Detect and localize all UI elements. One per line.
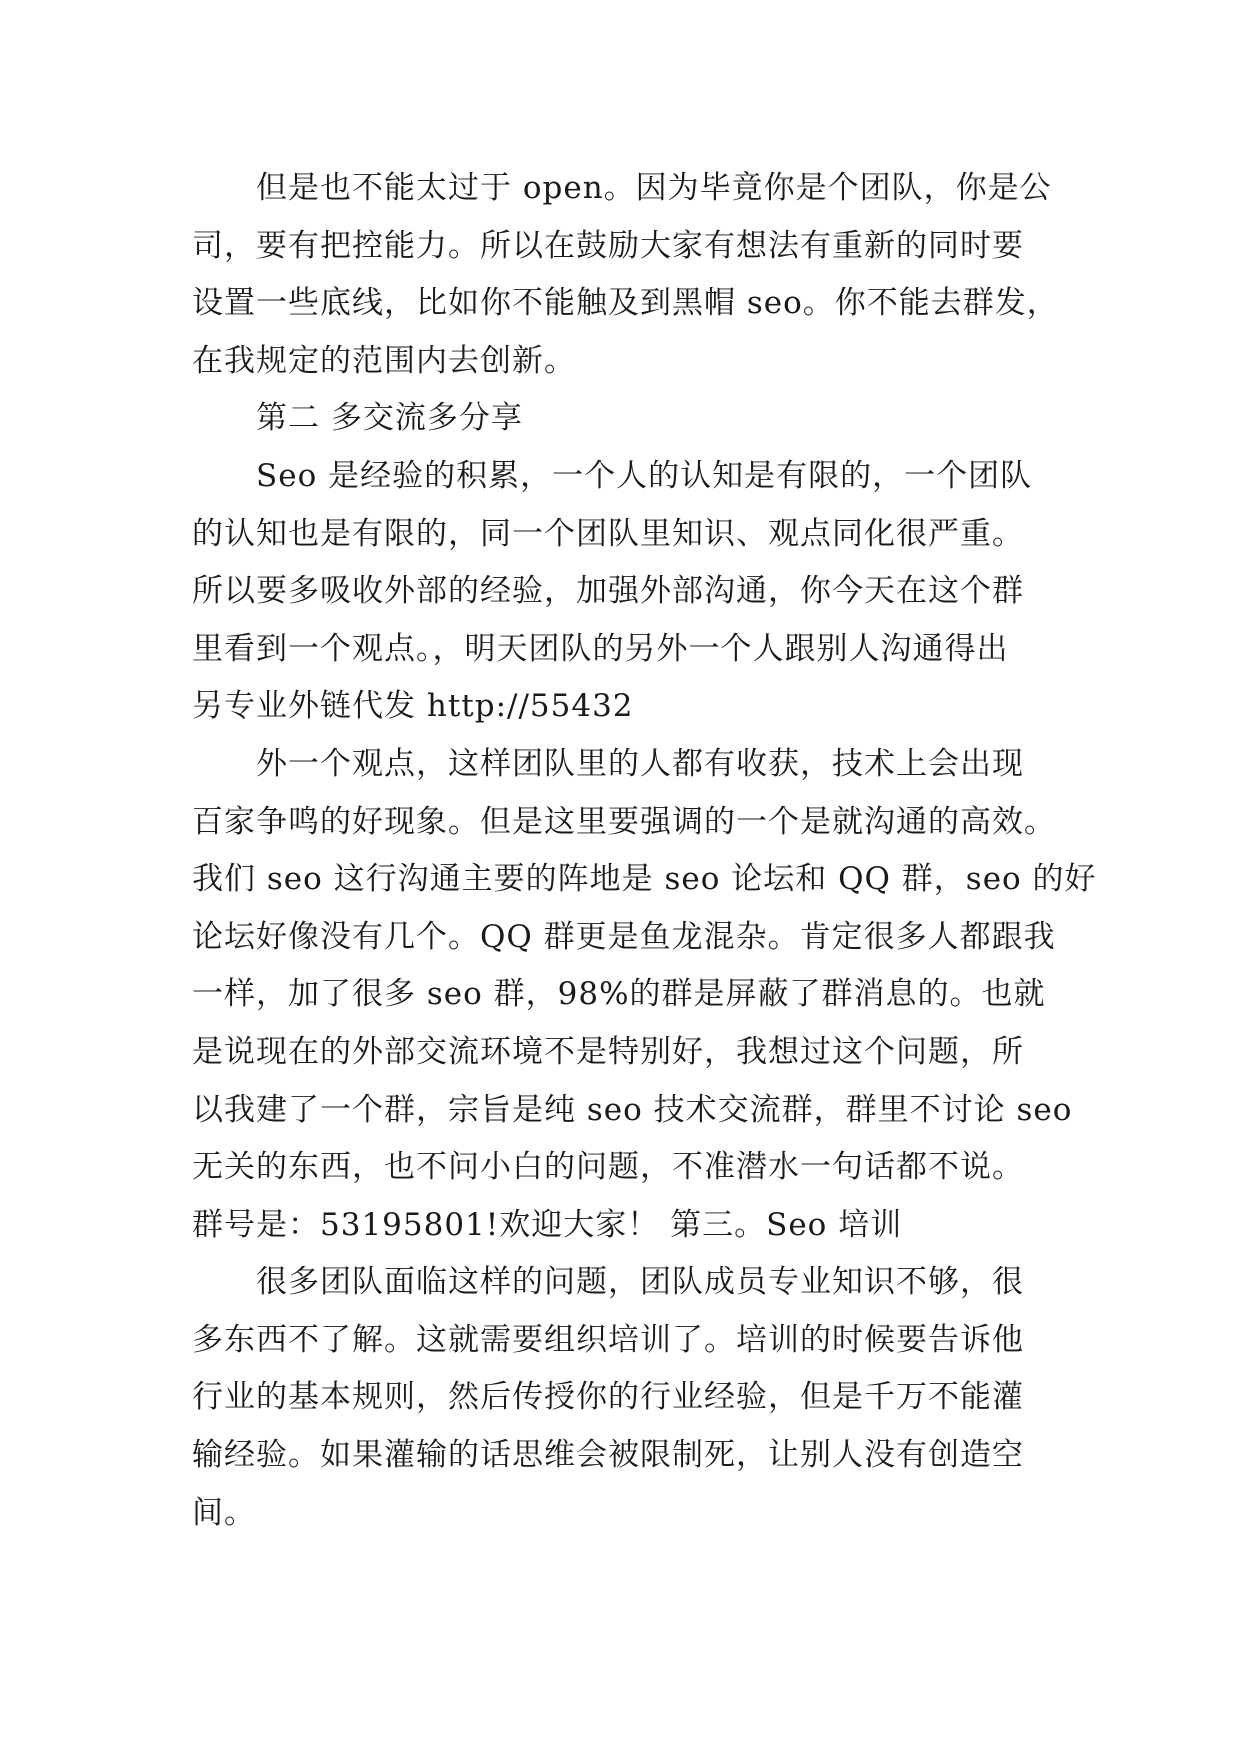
text-line: 无关的东西，也不问小白的问题，不准潜水一句话都不说。 bbox=[192, 1149, 1024, 1186]
text-line: 多东西不了解。这就需要组织培训了。培训的时候要告诉他 bbox=[192, 1321, 1024, 1358]
text-line: 设置一些底线，比如你不能触及到黑帽 seo。你不能去群发， bbox=[192, 285, 1059, 322]
text-line: 的认知也是有限的，同一个团队里知识、观点同化很严重。 bbox=[192, 515, 1024, 552]
text-line: 里看到一个观点。，明天团队的另外一个人跟别人沟通得出 bbox=[192, 630, 1009, 667]
text-line: 司，要有把控能力。所以在鼓励大家有想法有重新的同时要 bbox=[192, 227, 1024, 264]
paragraph-communication bbox=[192, 736, 1097, 1254]
text-line: 但是也不能太过于 open。因为毕竟你是个团队，你是公 bbox=[256, 170, 1052, 206]
text-line: 是说现在的外部交流环境不是特别好，我想过这个问题，所 bbox=[192, 1033, 1024, 1070]
text-line: 间。 bbox=[192, 1494, 256, 1531]
text-line: 行业的基本规则，然后传授你的行业经验，但是千万不能灌 bbox=[192, 1379, 1024, 1416]
text-line: Seo 是经验的积累，一个人的认知是有限的，一个团队 bbox=[256, 457, 1033, 494]
text-line: 论坛好像没有几个。QQ 群更是鱼龙混杂。肯定很多人都跟我 bbox=[192, 918, 1056, 955]
text-line: 百家争鸣的好现象。但是这里要强调的一个是就沟通的高效。 bbox=[192, 803, 1056, 840]
text-line: 所以要多吸收外部的经验，加强外部沟通，你今天在这个群 bbox=[192, 573, 1024, 610]
heading-line: 第二 多交流多分享 bbox=[256, 400, 523, 437]
text-line: 在我规定的范围内去创新。 bbox=[192, 342, 576, 379]
text-line: 输经验。如果灌输的话思维会被限制死，让别人没有创造空 bbox=[192, 1437, 1024, 1474]
text-line: 很多团队面临这样的问题，团队成员专业知识不够，很 bbox=[256, 1264, 1024, 1301]
text-line: 我们 seo 这行沟通主要的阵地是 seo 论坛和 QQ 群，seo 的好 bbox=[192, 861, 1097, 898]
text-line: 另专业外链代发 http://55432 bbox=[192, 688, 634, 725]
section-heading-second bbox=[192, 390, 1052, 448]
paragraph-open-limits bbox=[192, 160, 1059, 390]
text-line: 一样，加了很多 seo 群，98%的群是屏蔽了群消息的。也就 bbox=[192, 976, 1046, 1013]
paragraph-training bbox=[192, 1254, 1052, 1542]
text-line: 以我建了一个群，宗旨是纯 seo 技术交流群，群里不讨论 seo bbox=[192, 1091, 1073, 1128]
paragraph-experience bbox=[192, 448, 1052, 736]
text-line: 群号是：53195801!欢迎大家！ 第三。Seo 培训 bbox=[192, 1206, 903, 1243]
text-line: 外一个观点，这样团队里的人都有收获，技术上会出现 bbox=[256, 745, 1024, 782]
body-text bbox=[192, 160, 1097, 1542]
